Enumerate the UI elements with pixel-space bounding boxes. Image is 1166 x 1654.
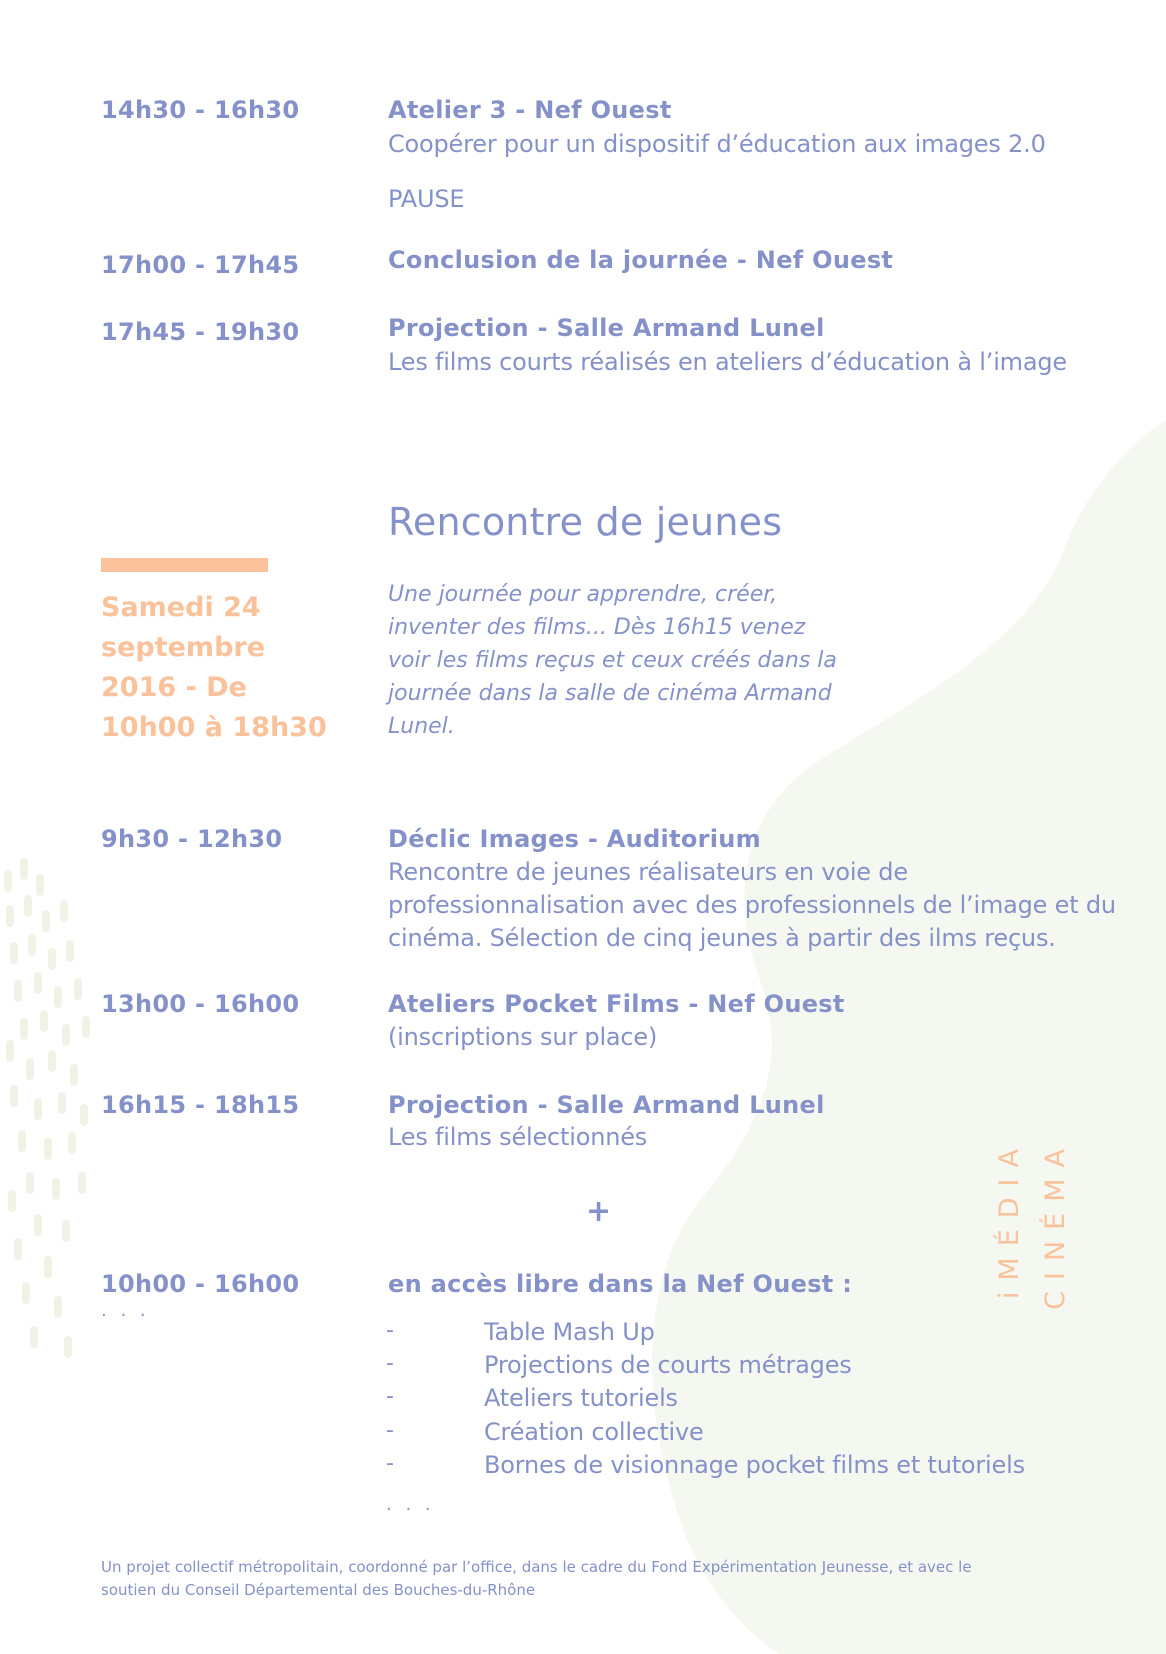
section-heading: Rencontre de jeunes: [388, 500, 783, 544]
brand-logo-cinema: CINÉMA: [1040, 1138, 1071, 1310]
intro-line: inventer des films... Dès 16h15 venez: [388, 615, 806, 640]
event-description: (inscriptions sur place): [388, 1023, 658, 1051]
event-description: Les films sélectionnés: [388, 1123, 648, 1151]
time-slot: 9h30 - 12h30: [101, 825, 283, 853]
event-title: Ateliers Pocket Films - Nef Ouest: [388, 990, 845, 1018]
list-item: Projections de courts métrages: [484, 1351, 852, 1379]
intro-line: Une journée pour apprendre, créer,: [388, 582, 778, 607]
time-slot: 17h00 - 17h45: [101, 251, 300, 279]
intro-line: journée dans la salle de cinéma Armand: [388, 681, 832, 706]
event-title: Déclic Images - Auditorium: [388, 825, 761, 853]
list-item: Création collective: [484, 1418, 704, 1446]
date-line: 10h00 à 18h30: [101, 712, 327, 743]
event-description: Coopérer pour un dispositif d’éducation aux images 2.0: [388, 130, 1046, 158]
date-line: 2016 - De: [101, 672, 247, 703]
time-slot: 10h00 - 16h00: [101, 1270, 300, 1298]
event-description: Les films courts réalisés en ateliers d’éducation à l’image: [388, 348, 1067, 376]
brand-logo-imedia: iMÉDIA: [994, 1138, 1025, 1300]
dash-pattern: [4, 858, 90, 1358]
ellipsis: . . .: [101, 1300, 150, 1321]
event-title: Conclusion de la journée - Nef Ouest: [388, 246, 894, 274]
event-title: Projection - Salle Armand Lunel: [388, 314, 825, 342]
time-slot: 17h45 - 19h30: [101, 318, 300, 346]
date-line: Samedi 24: [101, 592, 261, 623]
footer-credits: Un projet collectif métropolitain, coordonné par l’office, dans le cadre du Fond Expérimentation Jeunesse, et avec le soutien du Conseil Départemental des Bouches-du-Rhône: [101, 1558, 972, 1599]
date-line: septembre: [101, 632, 266, 663]
plus-symbol: +: [586, 1194, 612, 1229]
ellipsis: . . .: [386, 1494, 435, 1515]
bullet-dash: -: [386, 1318, 394, 1343]
intro-line: voir les films reçus et ceux créés dans la: [388, 648, 837, 673]
description-line: Rencontre de jeunes réalisateurs en voie de: [388, 858, 908, 886]
event-title: Projection - Salle Armand Lunel: [388, 1091, 825, 1119]
time-slot: 16h15 - 18h15: [101, 1091, 300, 1119]
event-title: Atelier 3 - Nef Ouest: [388, 96, 672, 124]
list-item: Table Mash Up: [484, 1318, 655, 1346]
intro-line: Lunel.: [388, 714, 455, 739]
event-title: en accès libre dans la Nef Ouest :: [388, 1270, 853, 1298]
bullet-dash: -: [386, 1384, 394, 1409]
description-line: cinéma. Sélection de cinq jeunes à partir des ilms reçus.: [388, 924, 1056, 952]
pause-label: PAUSE: [388, 185, 465, 213]
event-date: [101, 588, 327, 748]
list-item: Bornes de visionnage pocket films et tutoriels: [484, 1451, 1025, 1479]
bullet-dash: -: [386, 1451, 394, 1476]
bullet-dash: -: [386, 1351, 394, 1376]
description-line: professionnalisation avec des professionnels de l’image et du: [388, 891, 1116, 919]
bullet-dash: -: [386, 1418, 394, 1443]
section-intro: [388, 578, 858, 743]
time-slot: 14h30 - 16h30: [101, 96, 300, 124]
time-slot: 13h00 - 16h00: [101, 990, 300, 1018]
event-description: [388, 856, 1116, 955]
list-item: Ateliers tutoriels: [484, 1384, 678, 1412]
accent-bar: [101, 558, 268, 572]
